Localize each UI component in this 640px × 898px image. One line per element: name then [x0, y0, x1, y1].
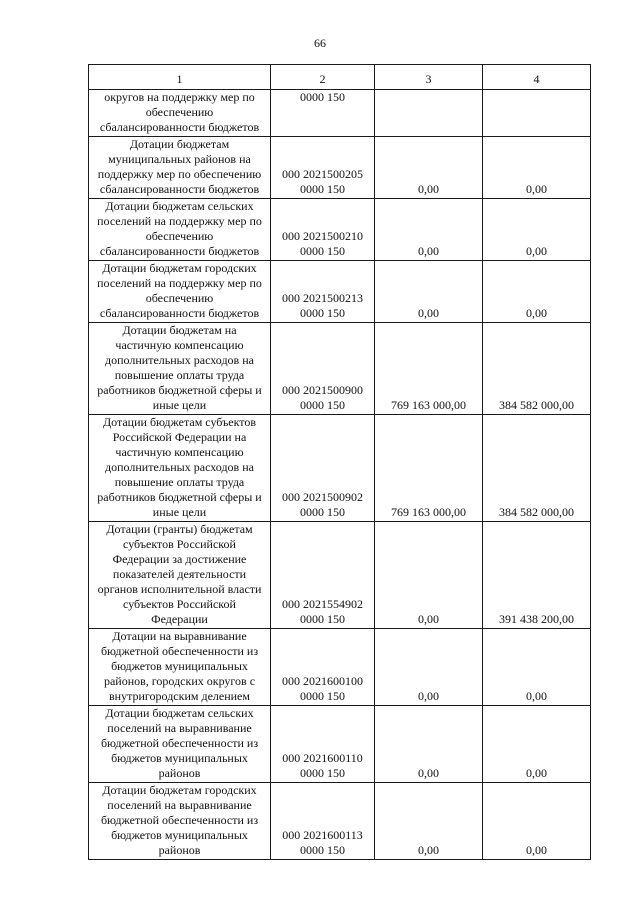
row-value-col4	[483, 90, 591, 137]
row-code: 000 2021600100 0000 150	[271, 629, 375, 706]
row-code: 000 2021500213 0000 150	[271, 261, 375, 323]
table-header	[89, 65, 591, 90]
row-value-col3: 0,00	[375, 783, 483, 860]
header-col-3: 3	[375, 65, 483, 90]
row-name: Дотации на выравнивание бюджетной обеспеченности из бюджетов муниципальных районов, городских округов с внутригородским делением	[89, 629, 271, 706]
row-name: Дотации бюджетам муниципальных районов на поддержку мер по обеспечению сбалансированности бюджетов	[89, 137, 271, 199]
row-value-col3: 0,00	[375, 522, 483, 629]
table-row	[89, 706, 591, 783]
header-col-1: 1	[89, 65, 271, 90]
header-row	[89, 65, 591, 90]
row-value-col3: 769 163 000,00	[375, 415, 483, 522]
row-value-col3: 0,00	[375, 199, 483, 261]
table-row	[89, 783, 591, 860]
row-code: 000 2021600110 0000 150	[271, 706, 375, 783]
row-value-col4: 384 582 000,00	[483, 415, 591, 522]
row-value-col4: 0,00	[483, 783, 591, 860]
table-body	[89, 90, 591, 860]
row-code: 000 2021500205 0000 150	[271, 137, 375, 199]
table-row	[89, 629, 591, 706]
row-code: 000 2021500900 0000 150	[271, 323, 375, 415]
row-code: 000 2021500902 0000 150	[271, 415, 375, 522]
row-value-col3: 0,00	[375, 261, 483, 323]
row-name: Дотации бюджетам на частичную компенсацию дополнительных расходов на повышение оплаты труда работников бюджетной сферы и иные цели	[89, 323, 271, 415]
row-value-col4: 0,00	[483, 261, 591, 323]
budget-table	[88, 64, 591, 860]
header-col-4: 4	[483, 65, 591, 90]
row-name: Дотации бюджетам городских поселений на поддержку мер по обеспечению сбалансированности бюджетов	[89, 261, 271, 323]
row-value-col3: 0,00	[375, 137, 483, 199]
row-value-col4: 0,00	[483, 199, 591, 261]
table-row	[89, 522, 591, 629]
row-value-col3: 769 163 000,00	[375, 323, 483, 415]
row-code: 000 2021500210 0000 150	[271, 199, 375, 261]
table-row	[89, 199, 591, 261]
row-value-col4: 391 438 200,00	[483, 522, 591, 629]
row-value-col4: 0,00	[483, 706, 591, 783]
header-col-2: 2	[271, 65, 375, 90]
row-value-col4: 384 582 000,00	[483, 323, 591, 415]
row-value-col3: 0,00	[375, 629, 483, 706]
row-value-col3	[375, 90, 483, 137]
table-row	[89, 415, 591, 522]
row-name: Дотации бюджетам сельских поселений на выравнивание бюджетной обеспеченности из бюджетов муниципальных районов	[89, 706, 271, 783]
row-code: 000 2021600113 0000 150	[271, 783, 375, 860]
row-value-col4: 0,00	[483, 629, 591, 706]
table-row	[89, 90, 591, 137]
row-name: Дотации бюджетам городских поселений на выравнивание бюджетной обеспеченности из бюджетов муниципальных районов	[89, 783, 271, 860]
row-name: округов на поддержку мер по обеспечению сбалансированности бюджетов	[89, 90, 271, 137]
table-row	[89, 323, 591, 415]
row-name: Дотации (гранты) бюджетам субъектов Российской Федерации за достижение показателей деятельности органов исполнительной власти субъектов Российской Федерации	[89, 522, 271, 629]
row-value-col4: 0,00	[483, 137, 591, 199]
row-code: 0000 150	[271, 90, 375, 137]
row-name: Дотации бюджетам сельских поселений на поддержку мер по обеспечению сбалансированности бюджетов	[89, 199, 271, 261]
row-code: 000 2021554902 0000 150	[271, 522, 375, 629]
page-number: 66	[314, 36, 326, 50]
table-row	[89, 261, 591, 323]
row-value-col3: 0,00	[375, 706, 483, 783]
row-name: Дотации бюджетам субъектов Российской Федерации на частичную компенсацию дополнительных расходов на повышение оплаты труда работников бюджетной сферы и иные цели	[89, 415, 271, 522]
table-row	[89, 137, 591, 199]
